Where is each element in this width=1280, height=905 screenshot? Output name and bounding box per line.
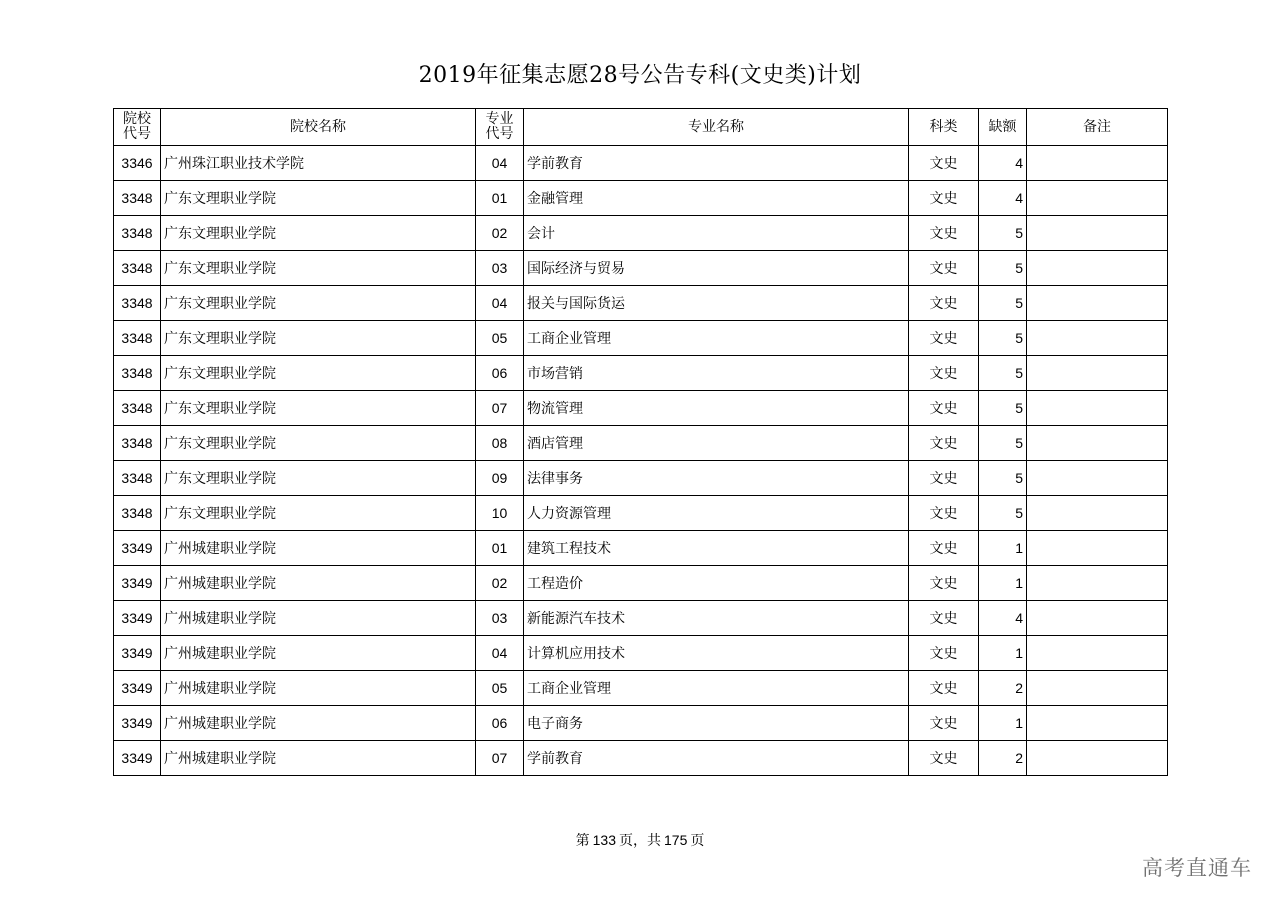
table-row — [114, 566, 1168, 601]
cell-major-name: 计算机应用技术 — [524, 636, 909, 671]
cell-major-code: 06 — [476, 706, 524, 741]
header-major-code-line1: 专业 — [485, 111, 514, 127]
cell-major-code: 04 — [476, 286, 524, 321]
cell-major-name: 学前教育 — [524, 741, 909, 776]
cell-school-code: 3348 — [114, 391, 161, 426]
cell-quota: 1 — [979, 531, 1027, 566]
cell-note — [1027, 496, 1168, 531]
cell-category: 文史 — [909, 321, 979, 356]
header-major-code-line2: 代号 — [485, 126, 514, 142]
cell-quota: 4 — [979, 601, 1027, 636]
cell-school-code: 3348 — [114, 461, 161, 496]
header-quota: 缺额 — [979, 109, 1027, 146]
cell-major-code: 04 — [476, 146, 524, 181]
table-row — [114, 531, 1168, 566]
table-row — [114, 356, 1168, 391]
table-row — [114, 601, 1168, 636]
cell-school-name: 广东文理职业学院 — [161, 286, 476, 321]
table-row — [114, 706, 1168, 741]
cell-school-code: 3349 — [114, 741, 161, 776]
cell-major-code: 07 — [476, 741, 524, 776]
header-category: 科类 — [909, 109, 979, 146]
cell-note — [1027, 741, 1168, 776]
cell-major-code: 06 — [476, 356, 524, 391]
cell-category: 文史 — [909, 706, 979, 741]
cell-quota: 2 — [979, 741, 1027, 776]
cell-major-code: 05 — [476, 321, 524, 356]
cell-note — [1027, 426, 1168, 461]
cell-school-name: 广东文理职业学院 — [161, 461, 476, 496]
cell-major-name: 建筑工程技术 — [524, 531, 909, 566]
cell-major-name: 学前教育 — [524, 146, 909, 181]
cell-major-name: 市场营销 — [524, 356, 909, 391]
cell-quota: 5 — [979, 251, 1027, 286]
cell-school-name: 广州城建职业学院 — [161, 671, 476, 706]
cell-school-name: 广东文理职业学院 — [161, 216, 476, 251]
cell-school-name: 广州城建职业学院 — [161, 706, 476, 741]
cell-school-name: 广东文理职业学院 — [161, 356, 476, 391]
cell-major-name: 物流管理 — [524, 391, 909, 426]
cell-category: 文史 — [909, 636, 979, 671]
cell-category: 文史 — [909, 531, 979, 566]
cell-school-code: 3348 — [114, 286, 161, 321]
cell-category: 文史 — [909, 181, 979, 216]
table-row — [114, 216, 1168, 251]
cell-quota: 5 — [979, 391, 1027, 426]
cell-quota: 5 — [979, 426, 1027, 461]
cell-school-code: 3348 — [114, 356, 161, 391]
cell-school-code: 3349 — [114, 636, 161, 671]
cell-major-code: 07 — [476, 391, 524, 426]
cell-category: 文史 — [909, 426, 979, 461]
cell-category: 文史 — [909, 461, 979, 496]
cell-note — [1027, 671, 1168, 706]
cell-quota: 5 — [979, 356, 1027, 391]
cell-note — [1027, 216, 1168, 251]
table-row — [114, 251, 1168, 286]
cell-category: 文史 — [909, 496, 979, 531]
header-major-code — [476, 109, 524, 146]
page-title: 2019年征集志愿28号公告专科(文史类)计划 — [418, 63, 862, 88]
cell-quota: 1 — [979, 706, 1027, 741]
cell-category: 文史 — [909, 741, 979, 776]
cell-school-code: 3346 — [114, 146, 161, 181]
cell-major-name: 法律事务 — [524, 461, 909, 496]
cell-major-code: 02 — [476, 566, 524, 601]
cell-quota: 4 — [979, 146, 1027, 181]
cell-note — [1027, 391, 1168, 426]
header-school-code — [114, 109, 161, 146]
cell-major-code: 03 — [476, 601, 524, 636]
cell-major-code: 01 — [476, 181, 524, 216]
cell-major-code: 03 — [476, 251, 524, 286]
cell-major-code: 08 — [476, 426, 524, 461]
cell-school-code: 3348 — [114, 426, 161, 461]
table-row — [114, 181, 1168, 216]
plan-table — [113, 108, 1168, 776]
cell-major-code: 01 — [476, 531, 524, 566]
cell-quota: 1 — [979, 636, 1027, 671]
table-row — [114, 636, 1168, 671]
cell-note — [1027, 181, 1168, 216]
cell-note — [1027, 601, 1168, 636]
cell-major-name: 工程造价 — [524, 566, 909, 601]
cell-school-name: 广东文理职业学院 — [161, 391, 476, 426]
table-row — [114, 286, 1168, 321]
cell-major-code: 09 — [476, 461, 524, 496]
table-body — [114, 146, 1168, 776]
footer-total-pages: 175 — [664, 832, 688, 848]
cell-category: 文史 — [909, 251, 979, 286]
cell-school-code: 3348 — [114, 251, 161, 286]
footer-middle: 页，共 — [619, 833, 661, 849]
table-row — [114, 741, 1168, 776]
cell-note — [1027, 636, 1168, 671]
cell-quota: 2 — [979, 671, 1027, 706]
footer-prefix: 第 — [575, 833, 590, 849]
cell-school-name: 广东文理职业学院 — [161, 496, 476, 531]
cell-school-name: 广东文理职业学院 — [161, 321, 476, 356]
cell-category: 文史 — [909, 391, 979, 426]
cell-school-name: 广东文理职业学院 — [161, 426, 476, 461]
cell-major-name: 报关与国际货运 — [524, 286, 909, 321]
cell-school-code: 3349 — [114, 531, 161, 566]
cell-category: 文史 — [909, 601, 979, 636]
cell-note — [1027, 356, 1168, 391]
cell-category: 文史 — [909, 146, 979, 181]
cell-quota: 4 — [979, 181, 1027, 216]
cell-quota: 5 — [979, 461, 1027, 496]
cell-note — [1027, 286, 1168, 321]
header-school-name: 院校名称 — [161, 109, 476, 146]
header-note: 备注 — [1027, 109, 1168, 146]
table-row — [114, 671, 1168, 706]
table-row — [114, 426, 1168, 461]
cell-school-code: 3349 — [114, 601, 161, 636]
cell-major-name: 金融管理 — [524, 181, 909, 216]
cell-note — [1027, 321, 1168, 356]
cell-school-code: 3348 — [114, 321, 161, 356]
cell-major-name: 会计 — [524, 216, 909, 251]
cell-note — [1027, 706, 1168, 741]
cell-quota: 5 — [979, 496, 1027, 531]
cell-school-code: 3348 — [114, 496, 161, 531]
cell-major-code: 10 — [476, 496, 524, 531]
page-footer — [0, 830, 1280, 850]
cell-note — [1027, 461, 1168, 496]
cell-quota: 1 — [979, 566, 1027, 601]
cell-quota: 5 — [979, 321, 1027, 356]
cell-school-name: 广州珠江职业技术学院 — [161, 146, 476, 181]
footer-suffix: 页 — [690, 833, 705, 849]
cell-major-name: 国际经济与贸易 — [524, 251, 909, 286]
cell-category: 文史 — [909, 566, 979, 601]
watermark: 高考直通车 — [1142, 856, 1252, 880]
table-header-row — [114, 109, 1168, 146]
cell-quota: 5 — [979, 286, 1027, 321]
cell-school-name: 广州城建职业学院 — [161, 601, 476, 636]
table-row — [114, 391, 1168, 426]
cell-major-name: 人力资源管理 — [524, 496, 909, 531]
table-row — [114, 321, 1168, 356]
cell-quota: 5 — [979, 216, 1027, 251]
cell-school-code: 3349 — [114, 566, 161, 601]
cell-major-code: 05 — [476, 671, 524, 706]
cell-school-name: 广东文理职业学院 — [161, 181, 476, 216]
cell-school-name: 广东文理职业学院 — [161, 251, 476, 286]
cell-major-code: 04 — [476, 636, 524, 671]
cell-category: 文史 — [909, 216, 979, 251]
cell-major-name: 电子商务 — [524, 706, 909, 741]
cell-note — [1027, 566, 1168, 601]
cell-school-name: 广州城建职业学院 — [161, 741, 476, 776]
cell-school-name: 广州城建职业学院 — [161, 531, 476, 566]
cell-major-name: 工商企业管理 — [524, 321, 909, 356]
footer-current-page: 133 — [592, 832, 616, 848]
cell-major-name: 新能源汽车技术 — [524, 601, 909, 636]
cell-school-code: 3349 — [114, 671, 161, 706]
header-school-code-line1: 院校 — [123, 111, 151, 127]
cell-category: 文史 — [909, 286, 979, 321]
cell-major-name: 工商企业管理 — [524, 671, 909, 706]
cell-school-code: 3349 — [114, 706, 161, 741]
cell-category: 文史 — [909, 356, 979, 391]
cell-note — [1027, 251, 1168, 286]
cell-note — [1027, 531, 1168, 566]
cell-note — [1027, 146, 1168, 181]
cell-school-code: 3348 — [114, 181, 161, 216]
cell-major-code: 02 — [476, 216, 524, 251]
table-row — [114, 146, 1168, 181]
cell-school-code: 3348 — [114, 216, 161, 251]
cell-school-name: 广州城建职业学院 — [161, 636, 476, 671]
table-row — [114, 461, 1168, 496]
cell-school-name: 广州城建职业学院 — [161, 566, 476, 601]
cell-major-name: 酒店管理 — [524, 426, 909, 461]
table-row — [114, 496, 1168, 531]
cell-category: 文史 — [909, 671, 979, 706]
header-school-code-line2: 代号 — [123, 126, 151, 142]
header-major-name: 专业名称 — [524, 109, 909, 146]
